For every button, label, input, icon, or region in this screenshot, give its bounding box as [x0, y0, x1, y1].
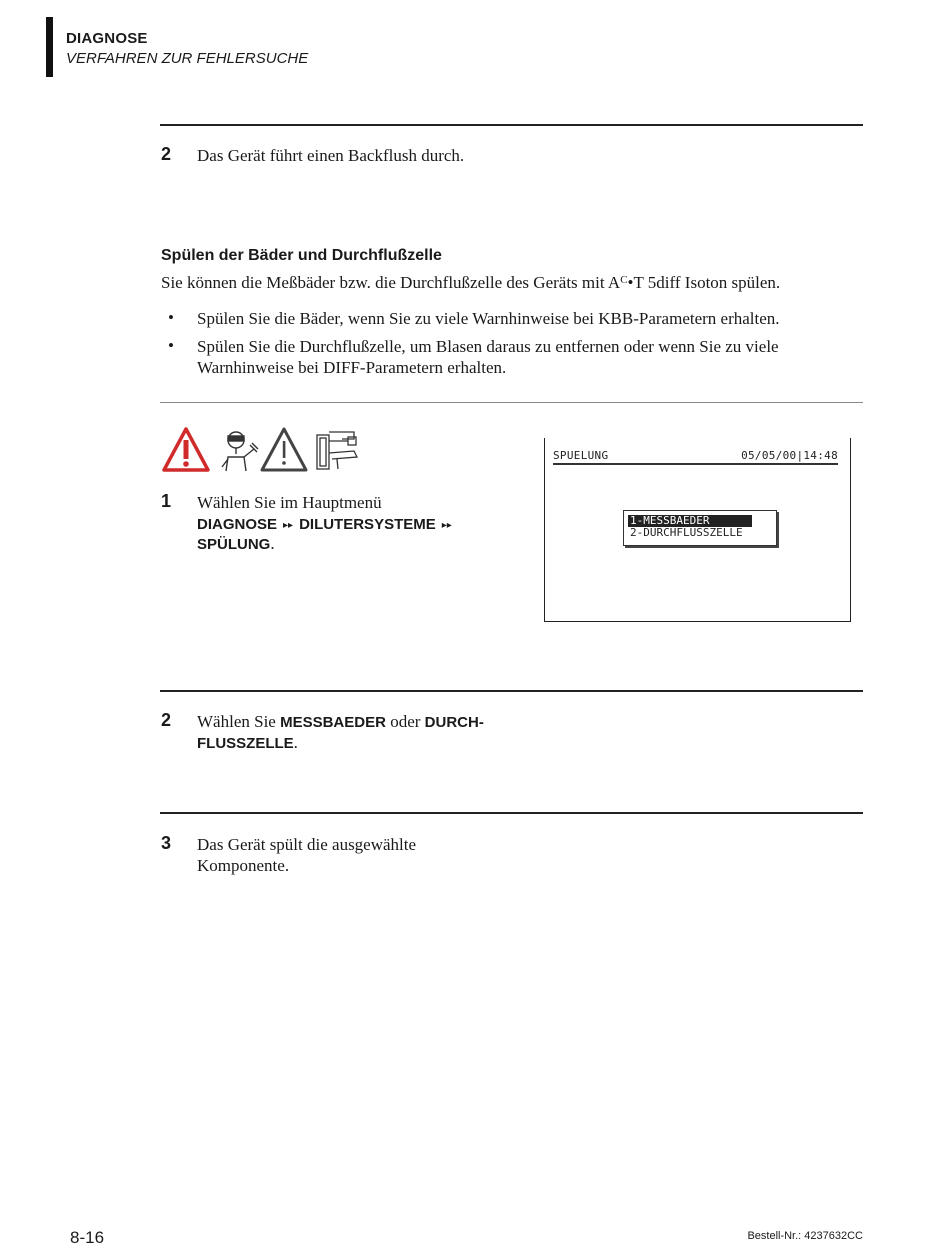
- arrow-icon: ▸▸: [441, 520, 452, 531]
- screen-datetime: 05/05/00|14:48: [741, 449, 838, 462]
- menu-dilutersysteme: DILUTERSYSTEME: [299, 516, 436, 533]
- section-title: Spülen der Bäder und Durchflußzelle: [161, 247, 442, 264]
- section-divider: [160, 402, 863, 403]
- order-number: Bestell-Nr.: 4237632CC: [747, 1230, 863, 1242]
- section-divider: [160, 812, 863, 814]
- bullet-item: Spülen Sie die Bäder, wenn Sie zu viele Warnhinweise bei KBB-Parametern erhalten.: [197, 309, 780, 328]
- screen-menu-item-durchflusszelle[interactable]: 2-DURCHFLUSSZELLE: [630, 526, 743, 539]
- bullet-marker: •: [168, 336, 174, 355]
- step-text-cont: FLUSSZELLE.: [197, 733, 298, 752]
- option-durchflusszelle: DURCH-: [424, 714, 484, 731]
- screen-menu: [623, 510, 777, 546]
- instrument-icon: [317, 432, 357, 469]
- screen-title: SPUELUNG: [553, 449, 609, 462]
- chapter-subtitle: VERFAHREN ZUR FEHLERSUCHE: [66, 50, 309, 67]
- safety-icons: [162, 427, 362, 473]
- bullet-item: Spülen Sie die Durchflußzelle, um Blasen daraus zu entfernen oder wenn Sie zu viele Warnhinweise bei DIFF-Parametern erhalten.: [197, 337, 779, 377]
- step-number: 3: [161, 833, 172, 853]
- screen-menu-item-messbaeder[interactable]: 1-MESSBAEDER: [628, 515, 752, 527]
- chapter-title: DIAGNOSE: [66, 30, 148, 47]
- step-text: Das Gerät spült die ausgewählte: [197, 835, 417, 854]
- warning-red-icon: [164, 429, 208, 470]
- menu-spuelung: SPÜLUNG: [197, 536, 271, 553]
- step-number: 1: [161, 491, 172, 511]
- header-sidebar-bar: [46, 17, 53, 77]
- step-text: Wählen Sie MESSBAEDER oder DURCH-: [197, 712, 484, 731]
- step-number: 2: [161, 144, 172, 164]
- device-screen: [544, 438, 851, 622]
- step-text-cont: Komponente.: [197, 856, 290, 875]
- protective-gear-icon: [222, 432, 258, 471]
- bullet-marker: •: [168, 308, 174, 327]
- screen-title-underline: [553, 463, 838, 465]
- section-intro: Sie können die Meßbäder bzw. die Durchflußzelle des Geräts mit $A^C•T$ 5diff Isoton spülen.: [161, 273, 781, 292]
- arrow-icon: ▸▸: [283, 520, 294, 531]
- section-divider: [160, 690, 863, 692]
- step-number: 2: [161, 710, 172, 730]
- section-divider: [160, 124, 863, 126]
- menu-path-end: SPÜLUNG.: [197, 534, 275, 553]
- page-number: 8-16: [70, 1228, 105, 1247]
- menu-diagnose: DIAGNOSE: [197, 516, 278, 533]
- warning-icon: [262, 429, 306, 470]
- step-text: Das Gerät führt einen Backflush durch.: [197, 146, 465, 165]
- option-messbaeder: MESSBAEDER: [280, 714, 386, 731]
- step-text: Wählen Sie im Hauptmenü: [197, 493, 382, 512]
